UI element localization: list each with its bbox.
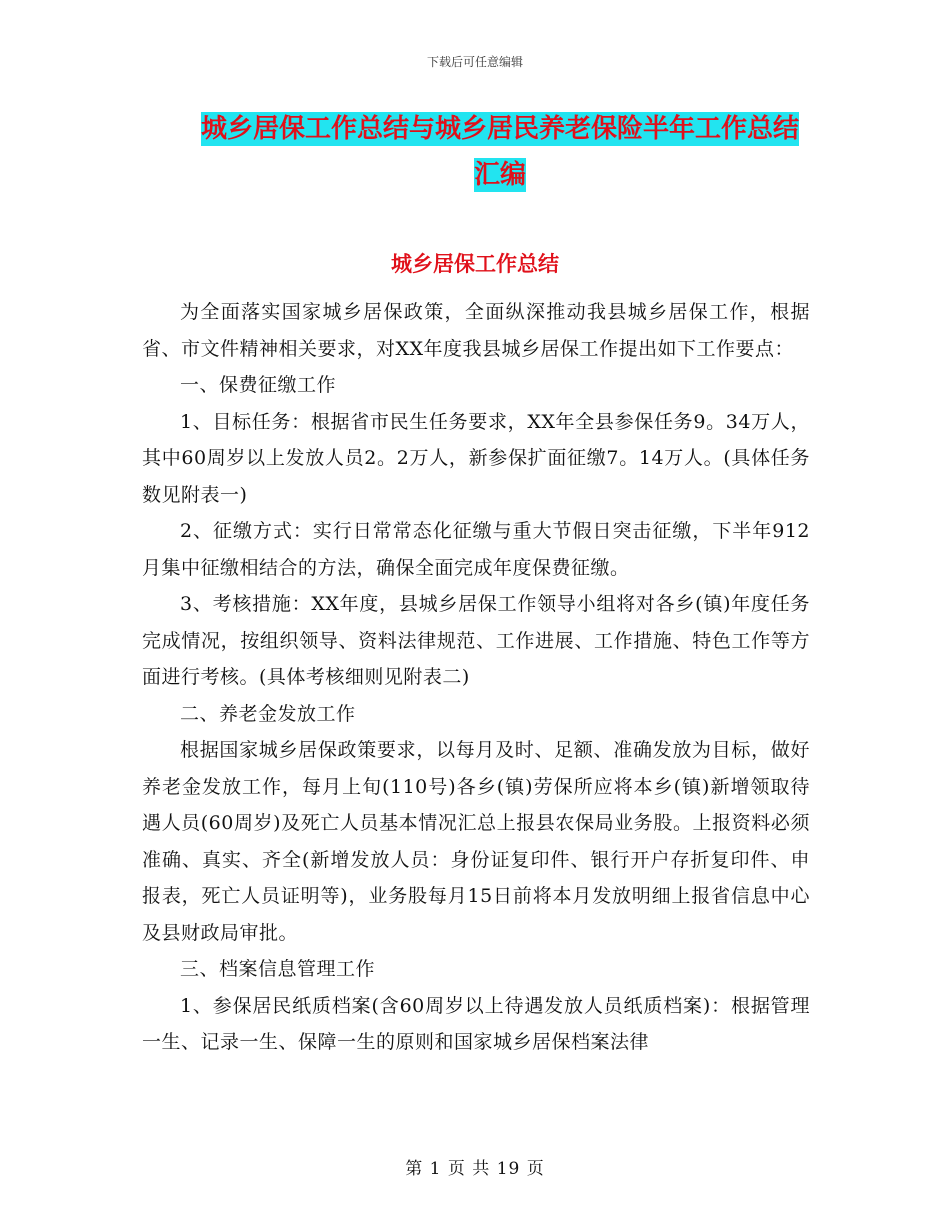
paragraph: 1、目标任务：根据省市民生任务要求，XX年全县参保任务9。34万人，其中60周岁以上发放人员2。2万人，新参保扩面征缴7。14万人。(具体任务数见附表一) [142,410,810,506]
header-note: 下载后可任意编辑 [426,55,523,69]
paragraph: 二、养老金发放工作 [180,702,356,725]
paragraph: 一、保费征缴工作 [180,374,337,396]
paragraph: 1、参保居民纸质档案(含60周岁以上待遇发放人员纸质档案)：根据管理一生、记录一生、保障一生的原则和国家城乡居保档案法律 [142,994,810,1053]
document-title-line-2: 汇编 [473,160,526,190]
document-title-line-1: 城乡居保工作总结与城乡居民养老保险半年工作总结 [200,114,799,144]
document-title [150,106,850,198]
paragraph: 根据国家城乡居保政策要求，以每月及时、足额、准确发放为目标，做好养老金发放工作，每月上旬(110号)各乡(镇)劳保所应将本乡(镇)新增领取待遇人员(60周岁)及死亡人员基本情况汇总上报县农保局业务股。上报资料必须准确、真实、齐全(新增发放人员：身份证复印件、银行开户存折复印件、申报表，死亡人员证明等)，业务股每月15日前将本月发放明细上报省信息中心及县财政局审批。 [142,739,810,944]
paragraph: 2、征缴方式：实行日常常态化征缴与重大节假日突击征缴，下半年912月集中征缴相结合的方法，确保全面完成年度保费征缴。 [142,520,810,579]
body-text [142,294,810,1061]
paragraph: 为全面落实国家城乡居保政策，全面纵深推动我县城乡居保工作，根据省、市文件精神相关要求，对XX年度我县城乡居保工作提出如下工作要点： [142,301,810,360]
page-footer: 第 1 页 共 19 页 [405,1159,545,1179]
paragraph: 三、档案信息管理工作 [180,958,376,980]
section-title: 城乡居保工作总结 [391,252,559,276]
paragraph: 3、考核措施：XX年度，县城乡居保工作领导小组将对各乡(镇)年度任务完成情况，按组织领导、资料法律规范、工作进展、工作措施、特色工作等方面进行考核。(具体考核细则见附表二) [142,593,810,688]
